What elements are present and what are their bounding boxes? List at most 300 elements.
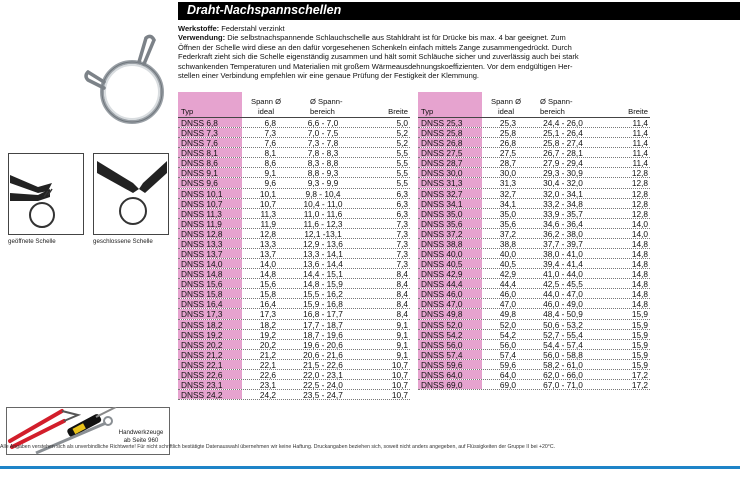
cell-spann-ideal: 40,0	[499, 249, 516, 260]
cell-spannbereich: 67,0 - 71,0	[543, 380, 583, 391]
table-row	[178, 158, 410, 168]
cell-breite: 14,8	[631, 238, 648, 249]
cell-typ: DNSS 27,5	[418, 148, 482, 157]
cell-spann-ideal: 23,1	[259, 380, 276, 391]
cell-spannbereich: 9,3 - 9,9	[307, 178, 339, 189]
cell-typ: DNSS 59,6	[418, 360, 482, 369]
cell-spann-ideal: 11,9	[260, 218, 276, 229]
cell-typ: DNSS 64,0	[418, 370, 482, 379]
cell-spannbereich: 13,6 - 14,4	[303, 259, 343, 270]
product-table-right	[418, 92, 650, 390]
cell-spann-ideal: 37,2	[499, 228, 516, 239]
cell-spann-ideal: 25,8	[499, 128, 516, 139]
table-row	[178, 148, 410, 158]
cell-spann-ideal: 20,2	[259, 339, 276, 350]
cell-breite: 15,9	[631, 319, 648, 330]
cell-breite: 15,9	[631, 349, 648, 360]
cell-typ: DNSS 18,2	[178, 320, 242, 329]
cell-spannbereich: 6,6 - 7,0	[307, 118, 339, 128]
cell-typ: DNSS 35,6	[418, 219, 482, 228]
cell-breite: 5,2	[396, 138, 408, 149]
cell-breite: 17,2	[631, 380, 648, 391]
werkstoffe-label: Werkstoffe:	[178, 24, 220, 33]
cell-spann-ideal: 14,0	[259, 259, 276, 270]
cell-spannbereich: 34,6 - 36,4	[543, 218, 583, 229]
cell-spannbereich: 46,0 - 49,0	[543, 299, 583, 310]
cell-typ: DNSS 10,1	[178, 189, 242, 198]
header-spannbereich: Ø Spann-	[540, 97, 573, 106]
cell-spannbereich: 9,8 - 10,4	[305, 188, 341, 199]
header-bereich: bereich	[540, 107, 565, 116]
cell-spannbereich: 14,8 - 15,9	[303, 279, 343, 290]
cell-spann-ideal: 9,6	[264, 178, 276, 189]
table-row	[418, 249, 650, 259]
table-row	[418, 279, 650, 289]
footer-accent-line	[0, 466, 740, 469]
cell-breite: 12,8	[631, 168, 648, 179]
cell-spannbereich: 23,5 - 24,7	[303, 390, 343, 401]
cell-typ: DNSS 57,4	[418, 350, 482, 359]
cell-breite: 5,5	[396, 158, 408, 169]
cell-typ: DNSS 38,8	[418, 239, 482, 248]
product-table-left	[178, 92, 410, 400]
cell-typ: DNSS 40,5	[418, 259, 482, 268]
table-header	[178, 92, 410, 118]
cell-breite: 14,8	[631, 279, 648, 290]
cell-typ: DNSS 13,7	[178, 249, 242, 258]
table-row	[418, 360, 650, 370]
cell-breite: 8,4	[396, 299, 408, 310]
cell-breite: 14,8	[631, 269, 648, 280]
cell-spann-ideal: 34,1	[499, 198, 516, 209]
cell-spann-ideal: 8,6	[264, 158, 276, 169]
cell-spann-ideal: 47,0	[499, 299, 516, 310]
cell-typ: DNSS 31,3	[418, 178, 482, 187]
table-row	[178, 229, 410, 239]
cell-spann-ideal: 35,6	[499, 218, 516, 229]
header-spannbereich: Ø Spann-	[310, 97, 343, 106]
tools-caption-line2: ab Seite 960	[123, 436, 159, 444]
cell-breite: 7,3	[396, 238, 408, 249]
table-row	[178, 370, 410, 380]
cell-breite: 10,7	[391, 369, 408, 380]
cell-spannbereich: 38,0 - 41,0	[543, 249, 583, 260]
table-row	[178, 299, 410, 309]
cell-spann-ideal: 69,0	[499, 380, 516, 391]
cell-spann-ideal: 32,7	[499, 188, 516, 199]
cell-spannbereich: 19,6 - 20,6	[303, 339, 343, 350]
cell-breite: 12,8	[631, 208, 648, 219]
cell-spann-ideal: 64,0	[499, 369, 516, 380]
table-row	[418, 178, 650, 188]
page-title: Draht-Nachspannschellen	[187, 3, 342, 17]
cell-spann-ideal: 9,1	[264, 168, 276, 179]
cell-spannbereich: 32,0 - 34,1	[543, 188, 583, 199]
caption-closed: geschlossene Schelle	[93, 238, 153, 245]
cell-typ: DNSS 7,6	[178, 138, 242, 147]
cell-breite: 6,3	[396, 188, 408, 199]
cell-breite: 7,3	[396, 218, 408, 229]
cell-breite: 11,4	[632, 148, 648, 159]
cell-spann-ideal: 56,0	[499, 339, 516, 350]
cell-breite: 7,3	[396, 228, 408, 239]
cell-typ: DNSS 40,0	[418, 249, 482, 258]
cell-breite: 10,7	[391, 359, 408, 370]
cell-spannbereich: 18,7 - 19,6	[303, 329, 343, 340]
cell-breite: 12,8	[631, 198, 648, 209]
cell-spannbereich: 12,9 - 13,6	[303, 238, 343, 249]
cell-typ: DNSS 47,0	[418, 299, 482, 308]
cell-spannbereich: 22,0 - 23,1	[303, 369, 343, 380]
cell-breite: 15,9	[631, 339, 648, 350]
cell-spann-ideal: 57,4	[499, 349, 516, 360]
title-bar	[178, 2, 740, 20]
cell-typ: DNSS 23,1	[178, 380, 242, 389]
description	[178, 24, 718, 80]
table-row	[418, 209, 650, 219]
description-line: Federkraft zieht sich die Schelle eigenständig zusammen und hält somit Schläuche sicher und zuverlässig auch bei stark	[178, 52, 579, 62]
table-row	[418, 259, 650, 269]
table-row	[178, 289, 410, 299]
cell-breite: 7,3	[396, 249, 408, 260]
cell-breite: 17,2	[631, 369, 648, 380]
cell-typ: DNSS 24,2	[178, 390, 242, 399]
cell-spann-ideal: 38,8	[499, 238, 516, 249]
header-breite: Breite	[628, 107, 648, 116]
table-row	[178, 390, 410, 400]
cell-typ: DNSS 44,4	[418, 279, 482, 288]
table-row	[178, 168, 410, 178]
table-row	[178, 279, 410, 289]
cell-spannbereich: 33,9 - 35,7	[543, 208, 583, 219]
cell-breite: 9,1	[396, 329, 408, 340]
table-row	[418, 189, 650, 199]
cell-spann-ideal: 40,5	[499, 259, 516, 270]
cell-spann-ideal: 7,3	[264, 128, 276, 139]
cell-spannbereich: 7,0 - 7,5	[307, 128, 339, 139]
description-line: Öffnen der Schelle wird diese an den dafür vorgesehenen Schenkeln einfach mittels Zange zusammengedrückt. Durch	[178, 42, 572, 52]
cell-spann-ideal: 44,4	[499, 279, 516, 290]
cell-spann-ideal: 28,7	[499, 158, 516, 169]
cell-spannbereich: 29,3 - 30,9	[543, 168, 583, 179]
cell-breite: 14,0	[631, 218, 648, 229]
cell-breite: 11,4	[632, 118, 648, 128]
table-row	[178, 128, 410, 138]
cell-typ: DNSS 22,1	[178, 360, 242, 369]
header-ideal: ideal	[498, 107, 515, 116]
cell-spannbereich: 24,4 - 26,0	[543, 118, 583, 128]
cell-typ: DNSS 13,3	[178, 239, 242, 248]
table-row	[178, 178, 410, 188]
cell-typ: DNSS 20,2	[178, 340, 242, 349]
table-row	[178, 199, 410, 209]
cell-breite: 8,4	[396, 269, 408, 280]
cell-typ: DNSS 14,8	[178, 269, 242, 278]
cell-typ: DNSS 9,6	[178, 178, 242, 187]
cell-spannbereich: 8,8 - 9,3	[307, 168, 339, 179]
cell-spannbereich: 26,7 - 28,1	[543, 148, 583, 159]
cell-breite: 12,8	[631, 178, 648, 189]
cell-spann-ideal: 25,3	[499, 118, 516, 128]
table-row	[178, 259, 410, 269]
spring-clamp-image	[84, 32, 170, 132]
table-row	[178, 350, 410, 360]
cell-spannbereich: 48,4 - 50,9	[543, 309, 583, 320]
cell-spann-ideal: 15,6	[259, 279, 276, 290]
cell-typ: DNSS 14,0	[178, 259, 242, 268]
cell-spann-ideal: 59,6	[499, 359, 516, 370]
cell-spannbereich: 52,7 - 55,4	[543, 329, 583, 340]
cell-typ: DNSS 52,0	[418, 320, 482, 329]
opened-clamp-illustration	[8, 153, 84, 235]
cell-spann-ideal: 10,1	[259, 188, 276, 199]
table-row	[178, 219, 410, 229]
cell-spannbereich: 37,7 - 39,7	[543, 238, 583, 249]
table-row	[418, 128, 650, 138]
table-row	[178, 320, 410, 330]
table-row	[178, 380, 410, 390]
cell-breite: 8,4	[396, 309, 408, 320]
cell-typ: DNSS 32,7	[418, 189, 482, 198]
cell-typ: DNSS 21,2	[178, 350, 242, 359]
cell-spann-ideal: 52,0	[499, 319, 516, 330]
header-spann: Spann Ø	[251, 97, 281, 106]
header-typ: Typ	[181, 107, 194, 116]
cell-typ: DNSS 9,1	[178, 168, 242, 177]
cell-spannbereich: 42,5 - 45,5	[543, 279, 583, 290]
table-row	[418, 118, 650, 128]
cell-spann-ideal: 8,1	[264, 148, 276, 159]
cell-spannbereich: 22,5 - 24,0	[303, 380, 343, 391]
table-row	[418, 199, 650, 209]
cell-breite: 14,0	[631, 228, 648, 239]
table-row	[178, 239, 410, 249]
table-row	[418, 269, 650, 279]
werkstoffe-text: Federstahl verzinkt	[221, 24, 285, 33]
cell-breite: 12,8	[631, 188, 648, 199]
cell-breite: 14,8	[631, 289, 648, 300]
table-row	[418, 229, 650, 239]
cell-spann-ideal: 30,0	[499, 168, 516, 179]
cell-breite: 14,8	[631, 249, 648, 260]
cell-spannbereich: 44,0 - 47,0	[543, 289, 583, 300]
cell-typ: DNSS 35,0	[418, 209, 482, 218]
cell-spannbereich: 17,7 - 18,7	[303, 319, 343, 330]
cell-spannbereich: 25,8 - 27,4	[543, 138, 583, 149]
cell-spannbereich: 15,5 - 16,2	[303, 289, 343, 300]
cell-breite: 14,8	[631, 259, 648, 270]
table-row	[418, 350, 650, 360]
table-row	[178, 309, 410, 319]
cell-spannbereich: 11,6 - 12,3	[303, 218, 343, 229]
cell-spannbereich: 11,0 - 11,6	[303, 208, 343, 219]
cell-spann-ideal: 14,8	[259, 269, 276, 280]
cell-typ: DNSS 46,0	[418, 289, 482, 298]
cell-breite: 5,5	[396, 178, 408, 189]
cell-spann-ideal: 54,2	[499, 329, 516, 340]
caption-opened: geöffnete Schelle	[8, 238, 56, 245]
footer-disclaimer: Alle Angaben verstehen sich als unverbindliche Richtwerte! Für nicht schriftlich bestätigte Datenauswahl übernehmen wir keine Haftung. Druckangaben beziehen sich, soweit nicht anders angegeben, auf Flüssigkeiten der Gruppe II bei +20°C.	[0, 444, 556, 450]
cell-spann-ideal: 22,1	[259, 359, 276, 370]
cell-spann-ideal: 10,7	[259, 198, 276, 209]
cell-typ: DNSS 7,3	[178, 128, 242, 137]
cell-typ: DNSS 69,0	[418, 380, 482, 389]
closed-clamp-illustration	[93, 153, 169, 235]
cell-breite: 9,1	[396, 349, 408, 360]
cell-breite: 9,1	[396, 339, 408, 350]
cell-breite: 11,4	[632, 138, 648, 149]
cell-typ: DNSS 16,4	[178, 299, 242, 308]
table-row	[418, 239, 650, 249]
table-row	[178, 249, 410, 259]
cell-typ: DNSS 42,9	[418, 269, 482, 278]
header-breite: Breite	[388, 107, 408, 116]
header-bereich: bereich	[310, 107, 335, 116]
table-row	[178, 360, 410, 370]
cell-breite: 5,0	[396, 118, 408, 128]
cell-spann-ideal: 15,8	[259, 289, 276, 300]
cell-spannbereich: 56,0 - 58,8	[543, 349, 583, 360]
cell-spann-ideal: 42,9	[499, 269, 516, 280]
header-ideal: ideal	[258, 107, 275, 116]
cell-spann-ideal: 27,5	[499, 148, 516, 159]
cell-spannbereich: 58,2 - 61,0	[543, 359, 583, 370]
cell-typ: DNSS 37,2	[418, 229, 482, 238]
table-header	[418, 92, 650, 118]
cell-spann-ideal: 26,8	[499, 138, 516, 149]
table-row	[418, 340, 650, 350]
cell-spann-ideal: 46,0	[499, 289, 516, 300]
cell-spann-ideal: 35,0	[499, 208, 516, 219]
cell-typ: DNSS 26,8	[418, 138, 482, 147]
cell-breite: 14,8	[631, 299, 648, 310]
cell-spann-ideal: 6,8	[264, 118, 276, 128]
cell-spann-ideal: 49,8	[499, 309, 516, 320]
cell-spannbereich: 62,0 - 66,0	[543, 369, 583, 380]
cell-typ: DNSS 19,2	[178, 330, 242, 339]
cell-spann-ideal: 13,7	[259, 249, 276, 260]
verwendung-label: Verwendung:	[178, 33, 226, 43]
cell-spannbereich: 12,1 -13,1	[304, 228, 342, 239]
cell-breite: 6,3	[396, 198, 408, 209]
cell-breite: 5,5	[396, 168, 408, 179]
table-row	[418, 168, 650, 178]
cell-typ: DNSS 8,6	[178, 158, 242, 167]
cell-typ: DNSS 15,6	[178, 279, 242, 288]
header-typ: Typ	[421, 107, 434, 116]
cell-typ: DNSS 30,0	[418, 168, 482, 177]
table-row	[178, 340, 410, 350]
description-line: stellen einer Verbindung empfehlen wir eine genaue Prüfung der Festigkeit der Klemmung.	[178, 71, 480, 81]
cell-typ: DNSS 25,3	[418, 118, 482, 127]
cell-spann-ideal: 7,6	[264, 138, 276, 149]
table-row	[178, 330, 410, 340]
cell-spannbereich: 7,8 - 8,3	[307, 148, 339, 159]
cell-spannbereich: 14,4 - 15,1	[303, 269, 343, 280]
table-row	[178, 118, 410, 128]
table-row	[418, 370, 650, 380]
header-spann: Spann Ø	[491, 97, 521, 106]
cell-breite: 5,2	[396, 128, 408, 139]
table-row	[418, 320, 650, 330]
cell-spannbereich: 36,2 - 38,0	[543, 228, 583, 239]
cell-breite: 15,9	[631, 329, 648, 340]
table-row	[418, 158, 650, 168]
cell-spann-ideal: 21,2	[259, 349, 276, 360]
table-row	[178, 209, 410, 219]
table-row	[418, 309, 650, 319]
description-line: schwankenden Temperaturen und Materialien mit großem Wärmeausdehnungskoeffizienten. Vor dem endgültigen Her-	[178, 61, 573, 71]
table-row	[418, 380, 650, 390]
cell-spannbereich: 39,4 - 41,4	[543, 259, 583, 270]
cell-spann-ideal: 24,2	[259, 390, 276, 401]
cell-typ: DNSS 34,1	[418, 199, 482, 208]
cell-spannbereich: 20,6 - 21,6	[303, 349, 343, 360]
cell-typ: DNSS 49,8	[418, 309, 482, 318]
table-row	[178, 269, 410, 279]
cell-spann-ideal: 12,8	[259, 228, 276, 239]
table-row	[178, 189, 410, 199]
cell-typ: DNSS 11,9	[178, 219, 242, 228]
cell-typ: DNSS 12,8	[178, 229, 242, 238]
table-row	[418, 330, 650, 340]
cell-breite: 7,3	[396, 259, 408, 270]
cell-breite: 11,4	[632, 128, 648, 139]
cell-spannbereich: 54,4 - 57,4	[543, 339, 583, 350]
cell-spann-ideal: 13,3	[259, 238, 276, 249]
cell-spann-ideal: 11,3	[260, 208, 276, 219]
cell-breite: 5,5	[396, 148, 408, 159]
cell-spannbereich: 8,3 - 8,8	[307, 158, 339, 169]
cell-breite: 9,1	[396, 319, 408, 330]
cell-typ: DNSS 11,3	[178, 209, 242, 218]
cell-spann-ideal: 19,2	[259, 329, 276, 340]
cell-spannbereich: 16,8 - 17,7	[303, 309, 343, 320]
description-line: Die selbstnachspannende Schlauchschelle aus Stahldraht ist für Drücke bis max. 4 bar geeignet. Zum	[227, 33, 566, 43]
cell-typ: DNSS 54,2	[418, 330, 482, 339]
table-row	[418, 138, 650, 148]
table-row	[418, 148, 650, 158]
cell-typ: DNSS 22,6	[178, 370, 242, 379]
cell-spann-ideal: 22,6	[259, 369, 276, 380]
cell-breite: 11,4	[632, 158, 648, 169]
table-row	[418, 219, 650, 229]
table-row	[178, 138, 410, 148]
cell-breite: 15,9	[631, 359, 648, 370]
cell-breite: 8,4	[396, 289, 408, 300]
cell-spannbereich: 50,6 - 53,2	[543, 319, 583, 330]
cell-typ: DNSS 56,0	[418, 340, 482, 349]
table-row	[418, 299, 650, 309]
cell-spannbereich: 33,2 - 34,8	[543, 198, 583, 209]
cell-typ: DNSS 17,3	[178, 309, 242, 318]
table-row	[418, 289, 650, 299]
cell-breite: 10,7	[391, 390, 408, 401]
cell-spann-ideal: 16,4	[259, 299, 276, 310]
cell-typ: DNSS 6,8	[178, 118, 242, 127]
cell-spannbereich: 13,3 - 14,1	[303, 249, 343, 260]
cell-spann-ideal: 18,2	[259, 319, 276, 330]
cell-spannbereich: 15,9 - 16,8	[303, 299, 343, 310]
cell-breite: 15,9	[631, 309, 648, 320]
tools-reference	[113, 429, 169, 444]
cell-spann-ideal: 31,3	[499, 178, 516, 189]
cell-spannbereich: 10,4 - 11,0	[303, 198, 343, 209]
tools-caption-line1: Handwerkzeuge	[118, 429, 164, 436]
cell-typ: DNSS 28,7	[418, 158, 482, 167]
cell-typ: DNSS 25,8	[418, 128, 482, 137]
cell-breite: 6,3	[396, 208, 408, 219]
